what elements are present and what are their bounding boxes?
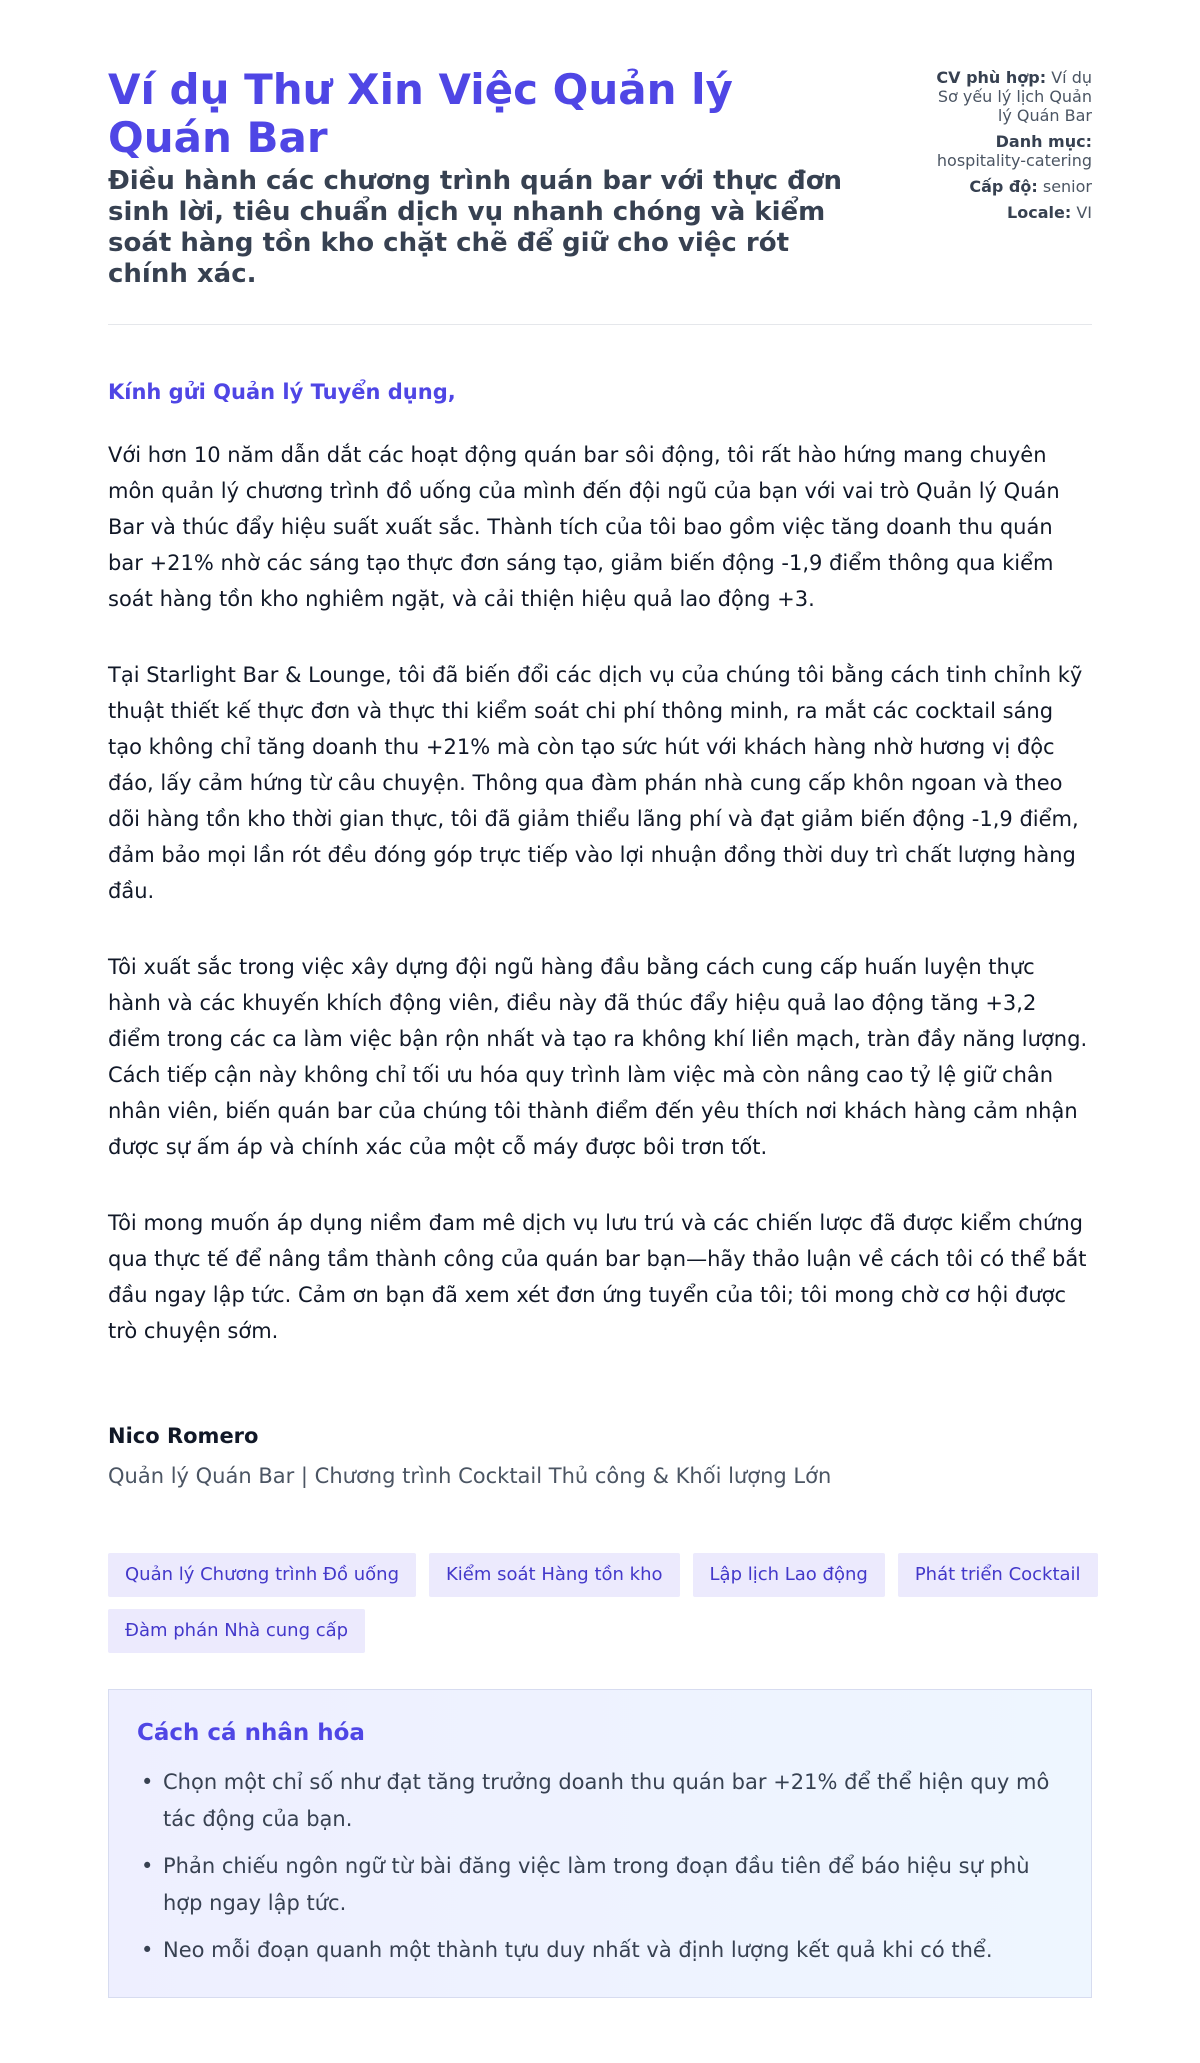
meta-locale-label: Locale: <box>1007 203 1072 222</box>
meta-level <box>922 177 1092 196</box>
tips-item <box>141 1848 1063 1922</box>
meta-category <box>922 132 1092 170</box>
bullet-icon: • <box>141 1938 154 1962</box>
meta-panel <box>922 68 1092 229</box>
skill-tag: Kiểm soát Hàng tồn kho <box>429 1553 680 1597</box>
meta-locale-value: VI <box>1076 203 1092 222</box>
letter-paragraph: Với hơn 10 năm dẫn dắt các hoạt động quán bar sôi động, tôi rất hào hứng mang chuyên môn quản lý chương trình đồ uống của mình đến đội ngũ của bạn với vai trò Quản lý Quán Bar và thúc đẩy hiệu suất xuất sắc. Thành tích của tôi bao gồm việc tăng doanh thu quán bar +21% nhờ các sáng tạo thực đơn sáng tạo, giảm biến động -1,9 điểm thông qua kiểm soát hàng tồn kho nghiêm ngặt, và cải thiện hiệu quả lao động +3. <box>108 443 1060 611</box>
meta-resume-label: CV phù hợp: <box>936 68 1047 87</box>
tips-item <box>141 1764 1063 1838</box>
tips-item-text: Phản chiếu ngôn ngữ từ bài đăng việc làm trong đoạn đầu tiên để báo hiệu sự phù hợp ngay lập tức. <box>163 1854 1030 1915</box>
meta-resume <box>922 68 1092 125</box>
bullet-icon: • <box>141 1854 154 1878</box>
letter-paragraph: Tôi mong muốn áp dụng niềm đam mê dịch vụ lưu trú và các chiến lược đã được kiểm chứng qua thực tế để nâng tầm thành công của quán bar bạn—hãy thảo luận về cách tôi có thể bắt đầu ngay lập tức. Cảm ơn bạn đã xem xét đơn ứng tuyển của tôi; tôi mong chờ cơ hội được trò chuyện sớm. <box>108 1211 1087 1343</box>
skill-tag: Đàm phán Nhà cung cấp <box>108 1609 365 1653</box>
salutation: Kính gửi Quản lý Tuyển dụng, <box>108 380 456 404</box>
signature-name: Nico Romero <box>108 1424 259 1448</box>
meta-locale <box>922 203 1092 222</box>
meta-resume-value: Ví dụ Sơ yếu lý lịch Quản lý Quán Bar <box>937 68 1092 125</box>
skill-tag: Phát triển Cocktail <box>898 1553 1098 1597</box>
skill-tag: Quản lý Chương trình Đồ uống <box>108 1553 416 1597</box>
letter-paragraph: Tại Starlight Bar & Lounge, tôi đã biến đổi các dịch vụ của chúng tôi bằng cách tinh chỉnh kỹ thuật thiết kế thực đơn và thực thi kiểm soát chi phí thông minh, ra mắt các cocktail sáng tạo không chỉ tăng doanh thu +21% mà còn tạo sức hút với khách hàng nhờ hương vị độc đáo, lấy cảm hứng từ câu chuyện. Thông qua đàm phán nhà cung cấp khôn ngoan và theo dõi hàng tồn kho thời gian thực, tôi đã giảm thiểu lãng phí và đạt giảm biến động -1,9 điểm, đảm bảo mọi lần rót đều đóng góp trực tiếp vào lợi nhuận đồng thời duy trì chất lượng hàng đầu. <box>108 663 1083 903</box>
page-title: Ví dụ Thư Xin Việc Quản lý Quán Bar <box>108 65 733 162</box>
tips-item <box>141 1932 1063 1969</box>
letter-body <box>108 325 1092 1491</box>
page-header <box>108 66 1092 325</box>
tips-item-text: Neo mỗi đoạn quanh một thành tựu duy nhất và định lượng kết quả khi có thể. <box>163 1938 993 1962</box>
meta-category-label: Danh mục: <box>995 132 1092 151</box>
skill-tag: Lập lịch Lao động <box>693 1553 885 1597</box>
signature-role: Quản lý Quán Bar | Chương trình Cocktail Thủ công & Khối lượng Lớn <box>108 1464 832 1488</box>
skill-tags <box>108 1553 1098 1653</box>
meta-level-label: Cấp độ: <box>969 177 1038 196</box>
tips-list <box>137 1764 1063 1969</box>
bullet-icon: • <box>141 1770 154 1794</box>
tips-title: Cách cá nhân hóa <box>137 1720 365 1746</box>
personalization-tips <box>108 1689 1092 1998</box>
header-titles <box>108 66 868 290</box>
meta-category-value: hospitality-catering <box>936 151 1092 170</box>
letter-paragraph: Tôi xuất sắc trong việc xây dựng đội ngũ hàng đầu bằng cách cung cấp huấn luyện thực hành và các khuyến khích động viên, điều này đã thúc đẩy hiệu quả lao động tăng +3,2 điểm trong các ca làm việc bận rộn nhất và tạo ra không khí liền mạch, tràn đầy năng lượng. Cách tiếp cận này không chỉ tối ưu hóa quy trình làm việc mà còn nâng cao tỷ lệ giữ chân nhân viên, biến quán bar của chúng tôi thành điểm đến yêu thích nơi khách hàng cảm nhận được sự ấm áp và chính xác của một cỗ máy được bôi trơn tốt. <box>108 955 1088 1159</box>
signature-block <box>108 1421 1092 1491</box>
page-subtitle: Điều hành các chương trình quán bar với thực đơn sinh lời, tiêu chuẩn dịch vụ nhanh chóng và kiểm soát hàng tồn kho chặt chẽ để giữ cho việc rót chính xác. <box>108 166 843 289</box>
meta-level-value: senior <box>1042 177 1092 196</box>
tips-item-text: Chọn một chỉ số như đạt tăng trưởng doanh thu quán bar +21% để thể hiện quy mô tác động của bạn. <box>163 1770 1050 1831</box>
